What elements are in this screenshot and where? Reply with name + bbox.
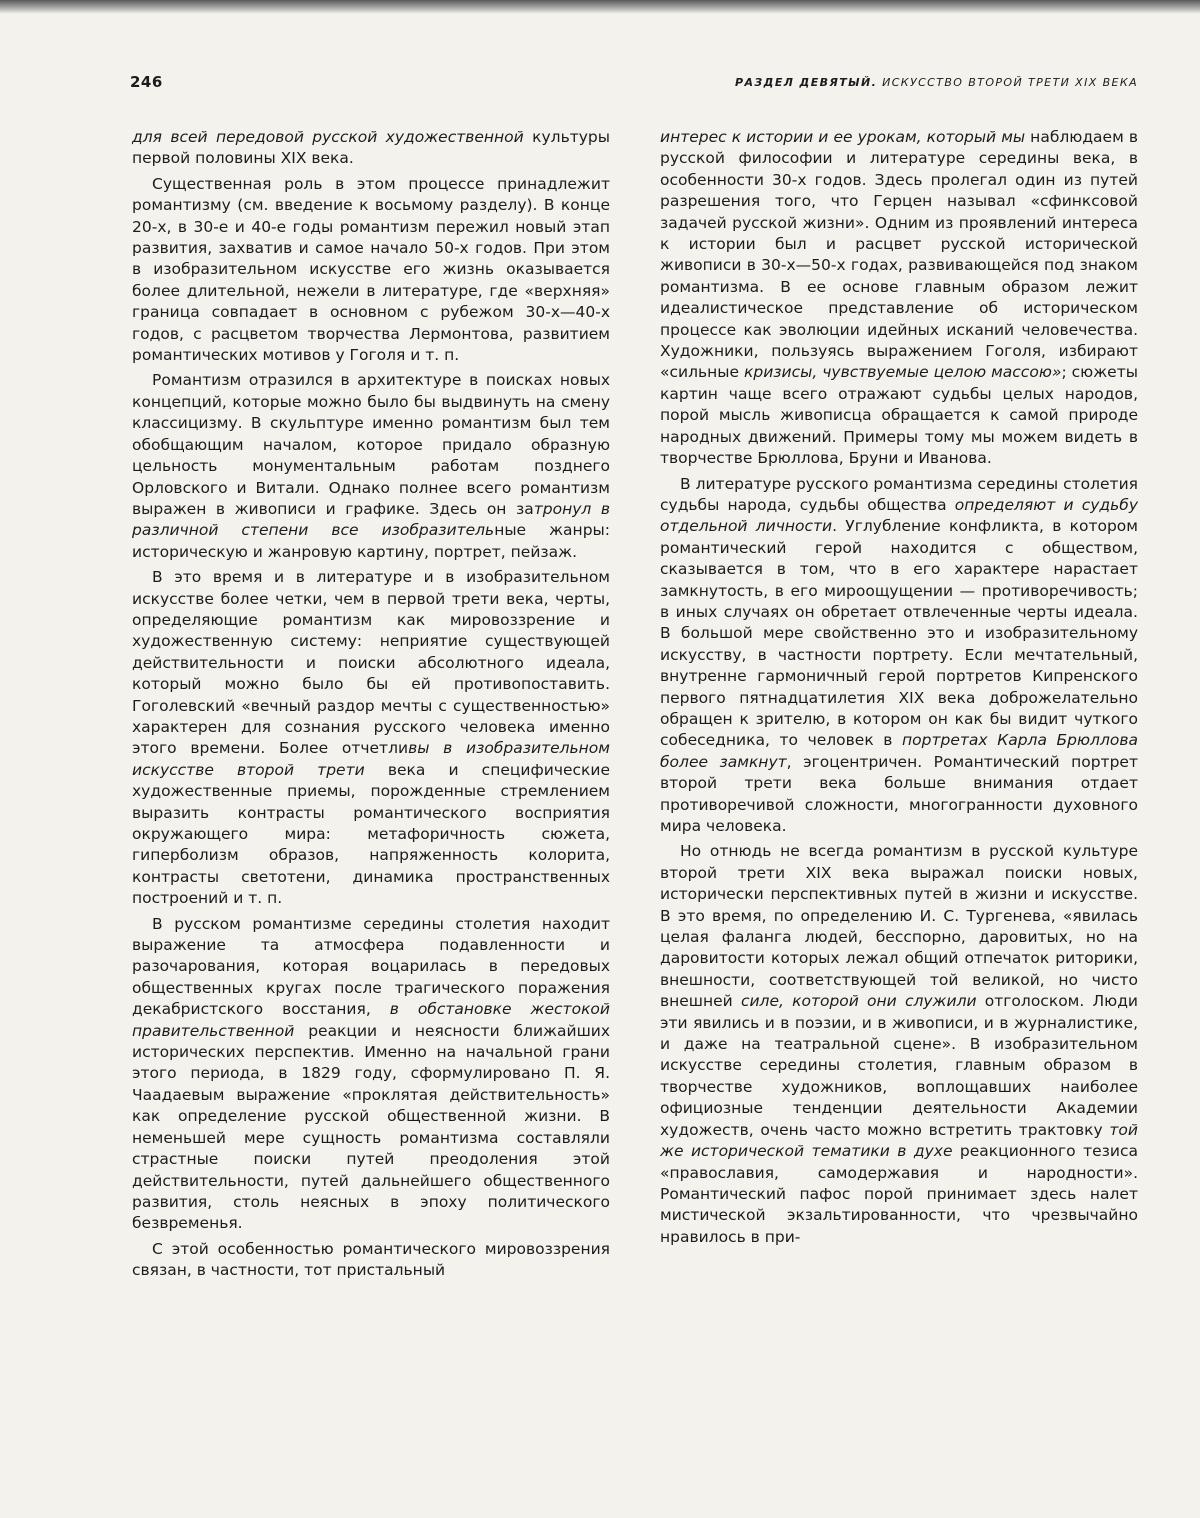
text-run: В литературе русского романтизма середины столетия судьбы народа, судьбы общества <box>660 474 1138 514</box>
running-head-section: РАЗДЕЛ ДЕВЯТЫЙ. <box>735 76 878 89</box>
paragraph <box>132 1239 610 1282</box>
text-run: реакционного тезиса «православия, самодержавия и народности». Романтический пафос порой принимает здесь налет мистической экзальтированности, что чрезвычайно нравилось в при- <box>660 1142 1139 1246</box>
text-column-left <box>132 127 610 1282</box>
italic-run: в обстановке жестокой правительственной <box>132 1000 610 1040</box>
paragraph <box>132 174 610 367</box>
italic-run: портретах Карла Брюллова более замкнут <box>660 731 1138 771</box>
running-head-title: ИСКУССТВО ВТОРОЙ ТРЕТИ XIX ВЕКА <box>882 76 1138 89</box>
paragraph <box>132 127 610 170</box>
paragraph <box>132 914 610 1235</box>
text-run: ные жанры: историческую и жанровую картину, портрет, пейзаж. <box>132 521 610 561</box>
text-run: наблюдаем в русской философии и литературе середины века, в особенности 30-х годов. Здесь пролегал один из путей разрешения того, что Герцен называл «сфинксовой задачей русской жизни». Одним из проявлений интереса к истории был и расцвет русской исторической живописи в 30-х—50-х годах, развивающейся под знаком романтизма. В ее основе главным образом лежит идеалистическое представление об историческом процессе как эволюции идейных исканий человечества. Художники, пользуясь выражением Гоголя, избирают «сильные <box>660 128 1138 382</box>
text-run: В это время и в литературе и в изобразительном искусстве более четки, чем в первой трети века, черты, определяющие романтизм как мировоззрение и художественную систему: неприятие существующей действительности и поиски абсолютного идеала, который можно было бы ей противопоставить. Гоголевский «вечный раздор мечты с существенностью» характерен для сознания русского человека именно этого времени. Более отчетли <box>132 568 610 758</box>
paragraph <box>132 567 610 910</box>
italic-run: интерес к истории и ее урокам, который мы <box>660 128 1026 146</box>
italic-run: вы в изобразительном искусстве второй трети <box>132 739 610 779</box>
italic-run: той же исторической тематики в духе <box>660 1120 1138 1161</box>
italic-run: силе, которой они служили <box>740 992 977 1011</box>
text-run: реакции и неясности ближайших исторических перспектив. Именно на начальной грани этого периода, в 1829 году, сформулировано П. Я. Чаадаевым выражение «проклятая действительность» как определение русской общественной жизни. В неменьшей мере сущность романтизма составляли страстные поиски путей преодоления этой действительности, путей дальнейшего общественного развития, столь неясных в эпоху политического безвременья. <box>132 1021 610 1233</box>
italic-run: кризисы, чувствуемые целою массою» <box>744 363 1062 382</box>
text-run: Существенная роль в этом процессе принадлежит романтизму (см. введение к восьмому разделу). В конце 20-х, в 30-е и 40-е годы романтизм пережил новый этап развития, захватив и самое начало 50-х годов. При этом в изобразительном искусстве его жизнь оказывается более длительной, нежели в литературе, где «верхняя» граница совпадает в основном с рубежом 30-х—40-х годов, с расцветом творчества Лермонтова, развитием романтических мотивов у Гоголя и т. п. <box>132 174 610 365</box>
text-run: . Углубление конфликта, в котором романтический герой находится с обществом, сказывается в том, что в его характере нарастает замкнутость, в его мироощущении — противоречивость; в иных случаях он обретает отвлеченные черты идеала. В большой мере свойственно это и изобразительному искусству, в частности портрету. Если мечтательный, внутренне гармоничный герой портретов Кипренского первого пятнадцатилетия XIX века доброжелательно обращен к зрителю, в котором он как бы видит чуткого собеседника, то человек в <box>660 517 1138 750</box>
italic-run: для всей передовой русской художественной <box>132 128 524 146</box>
text-run: века и специфические художественные приемы, порожденные стремлением выразить контрасты романтического восприятия окружающего мира: метафоричность сюжета, гиперболизм образов, напряженность колорита, контрасты светотени, динамика пространственных построений и т. п. <box>132 760 611 908</box>
text-column-right <box>660 127 1138 1248</box>
paragraph <box>132 370 610 563</box>
text-run: В русском романтизме середины столетия находит выражение та атмосфера подавленности и разочарования, которая воцарилась в передовых общественных кругах после трагического поражения декабристского восстания, <box>132 914 610 1019</box>
text-run: отголоском. Люди эти явились и в поэзии, и в живописи, и в журналистике, и даже на театральной сцене». В изобразительном искусстве середины столетия, главным образом в творчестве художников, воплощавших наиболее официозные тенденции деятельности Академии художеств, очень часто можно встретить трактовку <box>660 992 1138 1139</box>
paragraph <box>660 841 1138 1248</box>
text-run: ; сюжеты картин чаще всего отражают судьбы целых народов, порой мысль живописца обращается к самой природе народных движений. Примеры тому мы можем видеть в творчестве Брюллова, Бруни и Иванова. <box>660 363 1138 468</box>
italic-run: тронул в различной степени все изобразитель <box>132 499 610 540</box>
text-run: Но отнюдь не всегда романтизм в русской культуре второй трети XIX века выражал поиски новых, исторически перспективных путей в жизни и искусстве. В это время, по определению И. С. Тургенева, «явилась целая фаланга людей, бесспорно, даровитых, но на даровитости которых лежал общий отпечаток риторики, внешности, соответствующей той великой, но чисто внешней <box>660 842 1138 1011</box>
text-run: , эгоцентричен. Романтический портрет второй трети века больше внимания отдает противоречивой сложности, многогранности духовного мира человека. <box>660 752 1138 835</box>
paragraph <box>660 127 1138 470</box>
italic-run: определяют и судьбу отдельной личности <box>660 495 1138 536</box>
text-run: культуры первой половины XIX века. <box>132 128 610 168</box>
text-run: Романтизм отразился в архитектуре в поисках новых концепций, которые можно было бы выдвинуть на смену классицизму. В скульптуре именно романтизм был тем обобщающим началом, которое придало образную цельность монументальным работам позднего Орловского и Витали. Однако полнее всего романтизм выражен в живописи и графике. Здесь он за <box>132 371 610 518</box>
page-number: 246 <box>130 73 163 91</box>
scan-edge-shadow <box>0 0 1200 14</box>
text-run: С этой особенностью романтического мировоззрения связан, в частности, тот пристальный <box>132 1239 610 1280</box>
paragraph <box>660 474 1138 838</box>
running-head <box>735 76 1138 89</box>
